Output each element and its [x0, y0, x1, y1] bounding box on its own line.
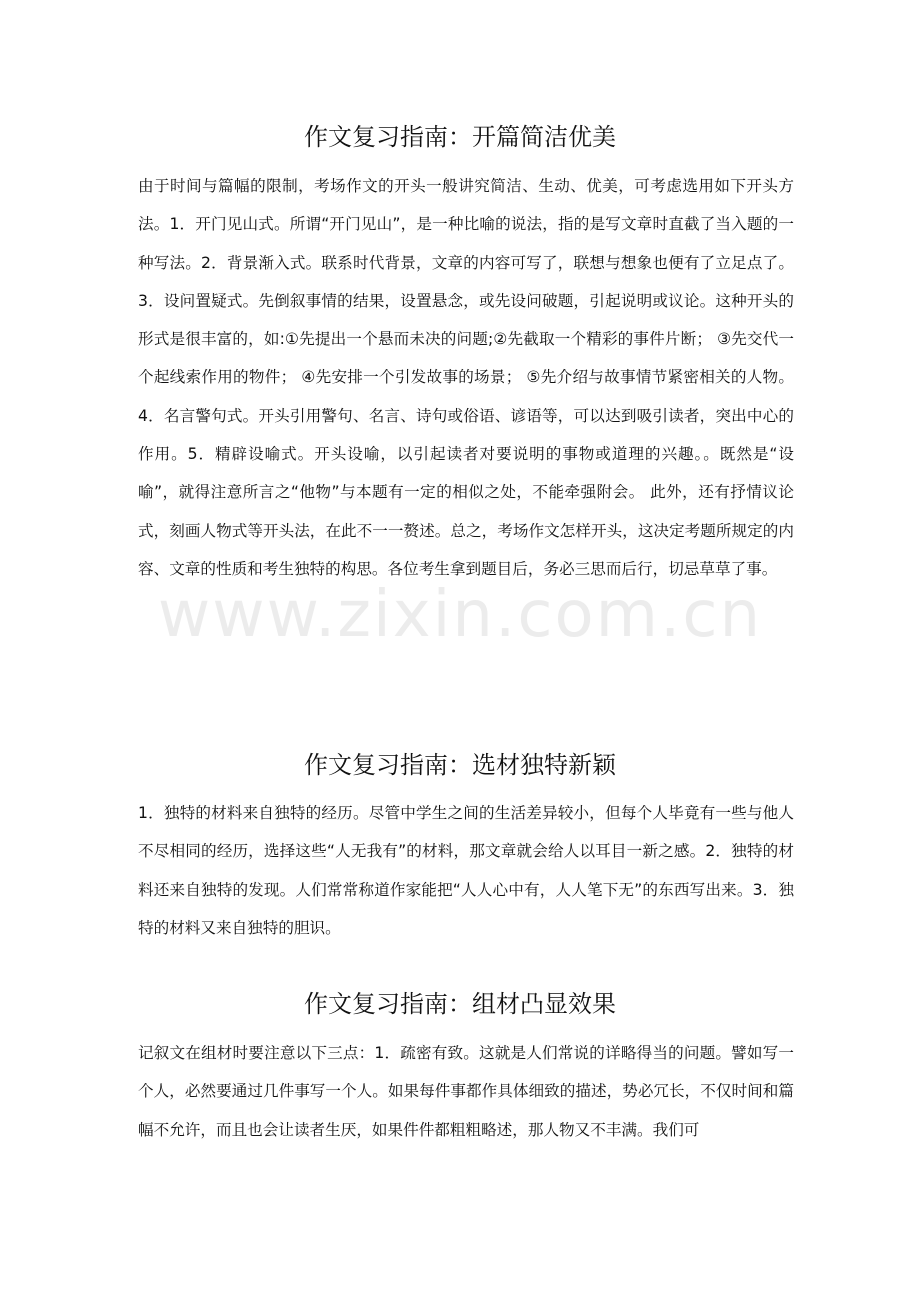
section-body-material-selection: 1．独特的材料来自独特的经历。尽管中学生之间的生活差异较小，但每个人毕竟有一些与他人不尽相同的经历，选择这些“人无我有”的材料，那文章就会给人以耳目一新之感。2．独特的材料还来自独特的发现。人们常常称道作家能把“人人心中有，人人笔下无”的东西写出来。3．独特的材料又来自独特的胆识。: [138, 804, 794, 937]
section-title-material-organization: 作文复习指南：组材凸显效果: [304, 990, 616, 1018]
section-body-opening: 由于时间与篇幅的限制，考场作文的开头一般讲究简洁、生动、优美，可考虑选用如下开头方法。1．开门见山式。所谓“开门见山”，是一种比喻的说法，指的是写文章时直截了当入题的一种写法。2．背景渐入式。联系时代背景，文章的内容可写了，联想与想象也便有了立足点了。3．设问置疑式。先倒叙事情的结果，设置悬念，或先设问破题，引起说明或议论。这种开头的形式是很丰富的，如:①先提出一个悬而未决的问题;②先截取一个精彩的事件片断； ③先交代一个起线索作用的物件； ④先安排一个引发故事的场景； ⑤先介绍与故事情节紧密相关的人物。4．名言警句式。开头引用警句、名言、诗句或俗语、谚语等，可以达到吸引读者，突出中心的作用。5．精辟设喻式。开头设喻，以引起读者对要说明的事物或道理的兴趣。。既然是“设喻”，就得注意所言之“他物”与本题有一定的相似之处，不能牵强附会。 此外，还有抒情议论式，刻画人物式等开头法，在此不一一赘述。总之，考场作文怎样开头，这决定考题所规定的内容、文章的性质和考生独特的构思。各位考生拿到题目后，务必三思而后行，切忌草草了事。: [138, 177, 794, 578]
section-title-material-selection: 作文复习指南：选材独特新颖: [304, 751, 616, 779]
section-body-material-organization: 记叙文在组材时要注意以下三点：1．疏密有致。这就是人们常说的详略得当的问题。譬如写一个人，必然要通过几件事写一个人。如果每件事都作具体细致的描述，势必冗长，不仅时间和篇幅不允许，而且也会让读者生厌，如果件件都粗粗略述，那人物又不丰满。我们可: [138, 1044, 794, 1139]
watermark: www.zixin.com.cn: [157, 578, 763, 652]
section-title-opening: 作文复习指南：开篇简洁优美: [304, 123, 616, 151]
